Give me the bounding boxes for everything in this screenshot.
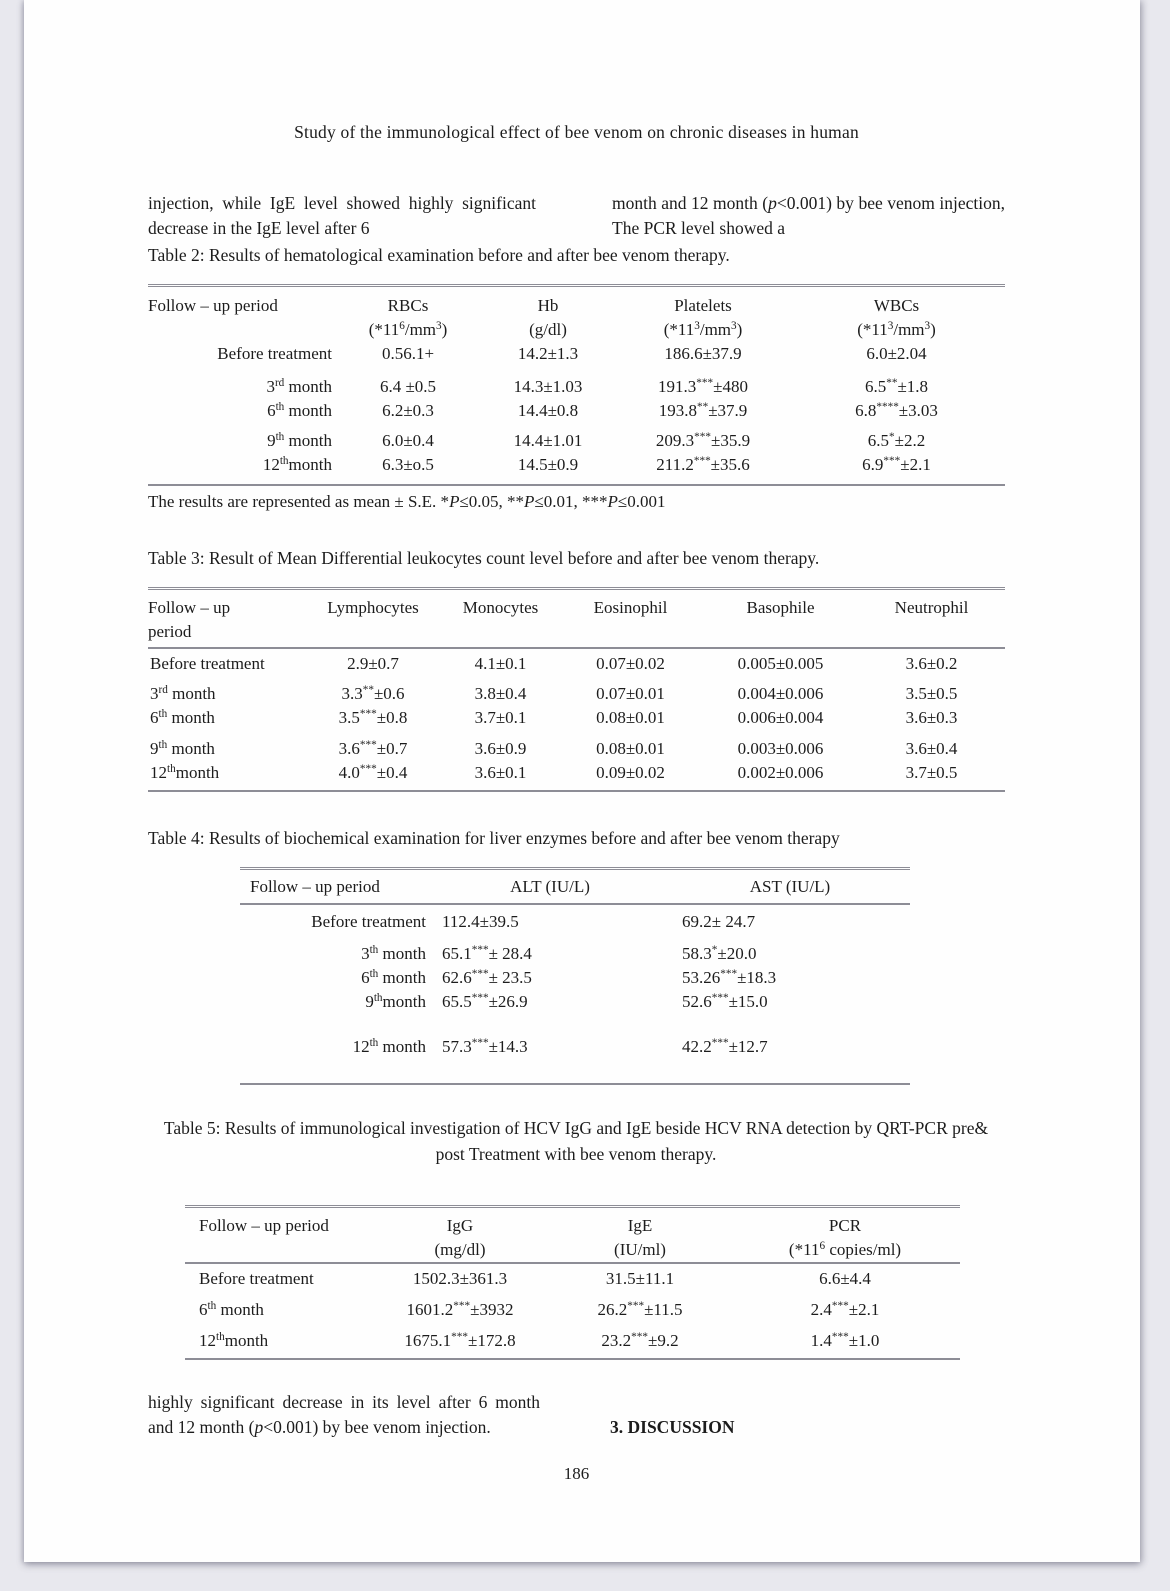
table-row [148, 648, 1005, 676]
column-header: Monocytes [462, 598, 539, 617]
table-row [185, 1322, 960, 1359]
table-cell: 0.004±0.006 [737, 684, 824, 703]
table-row [240, 1014, 910, 1084]
table-cell: 6.5**±1.8 [864, 376, 929, 396]
table-cell: 0.002±0.006 [737, 763, 824, 782]
table-row [148, 706, 1005, 730]
table-cell: 186.6±37.9 [664, 344, 742, 363]
column-header: PCR [828, 1216, 862, 1235]
table-row [148, 761, 1005, 791]
table-cell: 6.2±0.3 [382, 401, 434, 420]
table-row [148, 399, 1005, 423]
table-cell: 14.2±1.3 [517, 344, 579, 363]
table-cell: 3.7±0.5 [905, 763, 958, 782]
table-row [240, 990, 910, 1014]
row-label: 3rd month [266, 376, 332, 396]
table-cell: 65.5***±26.9 [442, 991, 528, 1011]
column-header: Platelets [674, 296, 732, 315]
table-cell: 0.07±0.01 [596, 684, 665, 703]
row-label: Before treatment [150, 654, 265, 673]
paper-title: Study of the immunological effect of bee venom on chronic diseases in human [294, 122, 859, 142]
column-unit: (IU/ml) [614, 1240, 666, 1259]
table-cell: 3.5***±0.8 [338, 707, 408, 727]
table-cell: 31.5±11.1 [605, 1269, 675, 1288]
column-header: RBCs [387, 296, 429, 315]
column-header: Eosinophil [593, 598, 668, 617]
table-cell: 1675.1***±172.8 [404, 1330, 516, 1350]
table-cell: 193.8**±37.9 [658, 400, 748, 420]
table-cell: 3.3**±0.6 [341, 683, 405, 703]
scanned-paper-page [24, 0, 1140, 1562]
table-cell: 0.56.1+ [381, 344, 435, 363]
column-header: Basophile [746, 598, 815, 617]
row-label: 6th month [267, 400, 332, 420]
column-header: Hb [537, 296, 559, 315]
column-header: Lymphocytes [327, 598, 419, 617]
table-cell: 3.6±0.9 [474, 739, 527, 758]
column-unit: $(*11^3/mm^3)$ [857, 319, 936, 339]
table-cell: 1.4***±1.0 [810, 1330, 880, 1350]
table-cell: 0.005±0.005 [737, 654, 824, 673]
table-cell: 6.3±o.5 [382, 455, 434, 474]
intro-paragraph-left: injection, while IgE level showed highly significant decrease in the IgE level after 6 [148, 193, 536, 238]
table-cell: 26.2***±11.5 [597, 1299, 683, 1319]
row-label: 12th month [352, 1036, 426, 1056]
table-cell: 6.0±2.04 [866, 344, 927, 363]
row-label: 3rd month [150, 683, 216, 703]
table-cell: 1502.3±361.3 [412, 1269, 508, 1288]
table-cell: 62.6***± 23.5 [442, 967, 532, 987]
column-header: ALT (IU/L) [510, 877, 590, 896]
row-label: Before treatment [217, 344, 332, 363]
table-cell: 2.9±0.7 [347, 654, 399, 673]
table2-footnote: The results are represented as mean ± S.E. *P≤0.05, **P≤0.01, ***P≤0.001 [148, 492, 666, 511]
table-cell: 14.4±0.8 [517, 401, 579, 420]
table-cell: 52.6***±15.0 [682, 991, 768, 1011]
table-cell: 3.6***±0.7 [338, 738, 408, 758]
table2-hematology [148, 284, 1005, 486]
column-header: Follow – up period [148, 296, 278, 315]
column-unit: $(*11^6/mm^3)$ [368, 319, 448, 339]
table-cell: 191.3***±480 [658, 376, 748, 396]
table-cell: 0.08±0.01 [596, 739, 665, 758]
column-header: IgE [627, 1216, 653, 1235]
column-unit: (mg/dl) [434, 1240, 486, 1259]
table-cell: 0.003±0.006 [737, 739, 824, 758]
row-label: Before treatment [311, 912, 426, 931]
table-cell: 14.4±1.01 [513, 431, 583, 450]
row-label: 12thmonth [199, 1330, 269, 1350]
page-content [148, 0, 1005, 1484]
table-cell: 6.5*±2.2 [867, 430, 926, 450]
table-cell: 211.2***±35.6 [656, 454, 750, 474]
table-cell: 3.8±0.4 [474, 684, 527, 703]
table-cell: 6.4 ±0.5 [379, 377, 437, 396]
table-cell: 23.2***±9.2 [601, 1330, 679, 1350]
page-number: 186 [563, 1464, 590, 1483]
table4-caption: Table 4: Results of biochemical examination for liver enzymes before and after bee venom therapy [148, 828, 840, 848]
table-row [240, 934, 910, 966]
intro-paragraphs [148, 191, 1005, 241]
table-cell: 112.4±39.5 [442, 912, 519, 931]
table-cell: 6.9***±2.1 [862, 454, 931, 474]
table3-leukocytes [148, 587, 1005, 792]
table3-caption: Table 3: Result of Mean Differential leukocytes count level before and after bee venom therapy. [148, 548, 820, 568]
table-cell: 0.07±0.02 [596, 654, 665, 673]
table-cell: 3.6±0.4 [905, 739, 958, 758]
table-cell: 3.6±0.1 [474, 763, 527, 782]
table4-header [240, 869, 910, 905]
table-cell: 4.0***±0.4 [338, 762, 408, 782]
table5-header [185, 1207, 960, 1264]
table-cell: 69.2± 24.7 [682, 912, 756, 931]
table4-liver-enzymes [240, 867, 910, 1085]
column-header: AST (IU/L) [749, 877, 831, 896]
table-row [185, 1291, 960, 1322]
table-row [148, 366, 1005, 399]
table-cell: 65.1***± 28.4 [442, 943, 532, 963]
table-cell: 2.4***±2.1 [810, 1299, 880, 1319]
table-cell: 1601.2***±3932 [406, 1299, 514, 1319]
column-header: Neutrophil [894, 598, 969, 617]
table5-caption: Table 5: Results of immunological investigation of HCV IgG and IgE beside HCV RNA detection by QRT-PCR pre& post Treatment with bee venom therapy. [163, 1118, 989, 1164]
row-label: 6th month [361, 967, 426, 987]
row-label: 9th month [267, 430, 332, 450]
row-label: 9th month [150, 738, 215, 758]
table-cell: 14.5±0.9 [517, 455, 579, 474]
intro-paragraph-right: month and 12 month (p<0.001) by bee venom injection, The PCR level showed a [612, 193, 1005, 238]
column-header: Follow – up period [148, 598, 231, 641]
table-cell: 53.26***±18.3 [682, 967, 777, 987]
discussion-heading: 3. DISCUSSION [610, 1417, 735, 1437]
table-cell: 4.1±0.1 [474, 654, 527, 673]
column-header: Follow – up period [250, 877, 380, 896]
column-header: Follow – up period [199, 1216, 329, 1235]
table-cell: 58.3*±20.0 [682, 943, 757, 963]
table5-immunology [185, 1205, 960, 1360]
table-cell: 0.09±0.02 [596, 763, 665, 782]
table-cell: 14.3±1.03 [513, 377, 583, 396]
table-cell: 6.6±4.4 [819, 1269, 871, 1288]
column-header: WBCs [873, 296, 920, 315]
table-row [148, 730, 1005, 761]
table-row [240, 966, 910, 990]
table-cell: 3.5±0.5 [905, 684, 958, 703]
table-row [240, 904, 910, 934]
table-cell: 0.08±0.01 [596, 708, 665, 727]
row-label: 6th month [150, 707, 215, 727]
table-cell: 6.8****±3.03 [855, 400, 938, 420]
table-cell: 209.3***±35.9 [655, 430, 751, 450]
row-label: 9thmonth [365, 991, 426, 1011]
table-cell: 3.6±0.2 [905, 654, 958, 673]
row-label: Before treatment [199, 1269, 314, 1288]
table3-header [148, 589, 1005, 649]
column-unit: (g/dl) [529, 320, 567, 339]
table-cell: 3.6±0.3 [905, 708, 958, 727]
row-label: 12thmonth [262, 454, 332, 474]
column-unit: ($*11^6$ copies/ml) [788, 1239, 902, 1259]
table2-caption: Table 2: Results of hematological examination before and after bee venom therapy. [148, 245, 730, 265]
table-row [148, 342, 1005, 366]
row-label: 12thmonth [150, 762, 220, 782]
table-row [148, 453, 1005, 485]
table2-header [148, 286, 1005, 343]
closing-paragraph: highly significant decrease in its level after 6 month and 12 month (p<0.001) by bee venom injection. [148, 1392, 540, 1437]
table-cell: 0.006±0.004 [737, 708, 824, 727]
table-cell: 3.7±0.1 [474, 708, 527, 727]
table-cell: 6.0±0.4 [382, 431, 434, 450]
closing-section [148, 1390, 1005, 1440]
row-label: 3th month [361, 943, 426, 963]
table-row [185, 1263, 960, 1291]
table-row [148, 423, 1005, 453]
table-cell: 57.3***±14.3 [442, 1036, 528, 1056]
table-cell: 42.2***±12.7 [682, 1036, 768, 1056]
column-unit: $(*11^3/mm^3)$ [663, 319, 743, 339]
column-header: IgG [446, 1216, 474, 1235]
row-label: 6th month [199, 1299, 264, 1319]
table-row [148, 676, 1005, 706]
